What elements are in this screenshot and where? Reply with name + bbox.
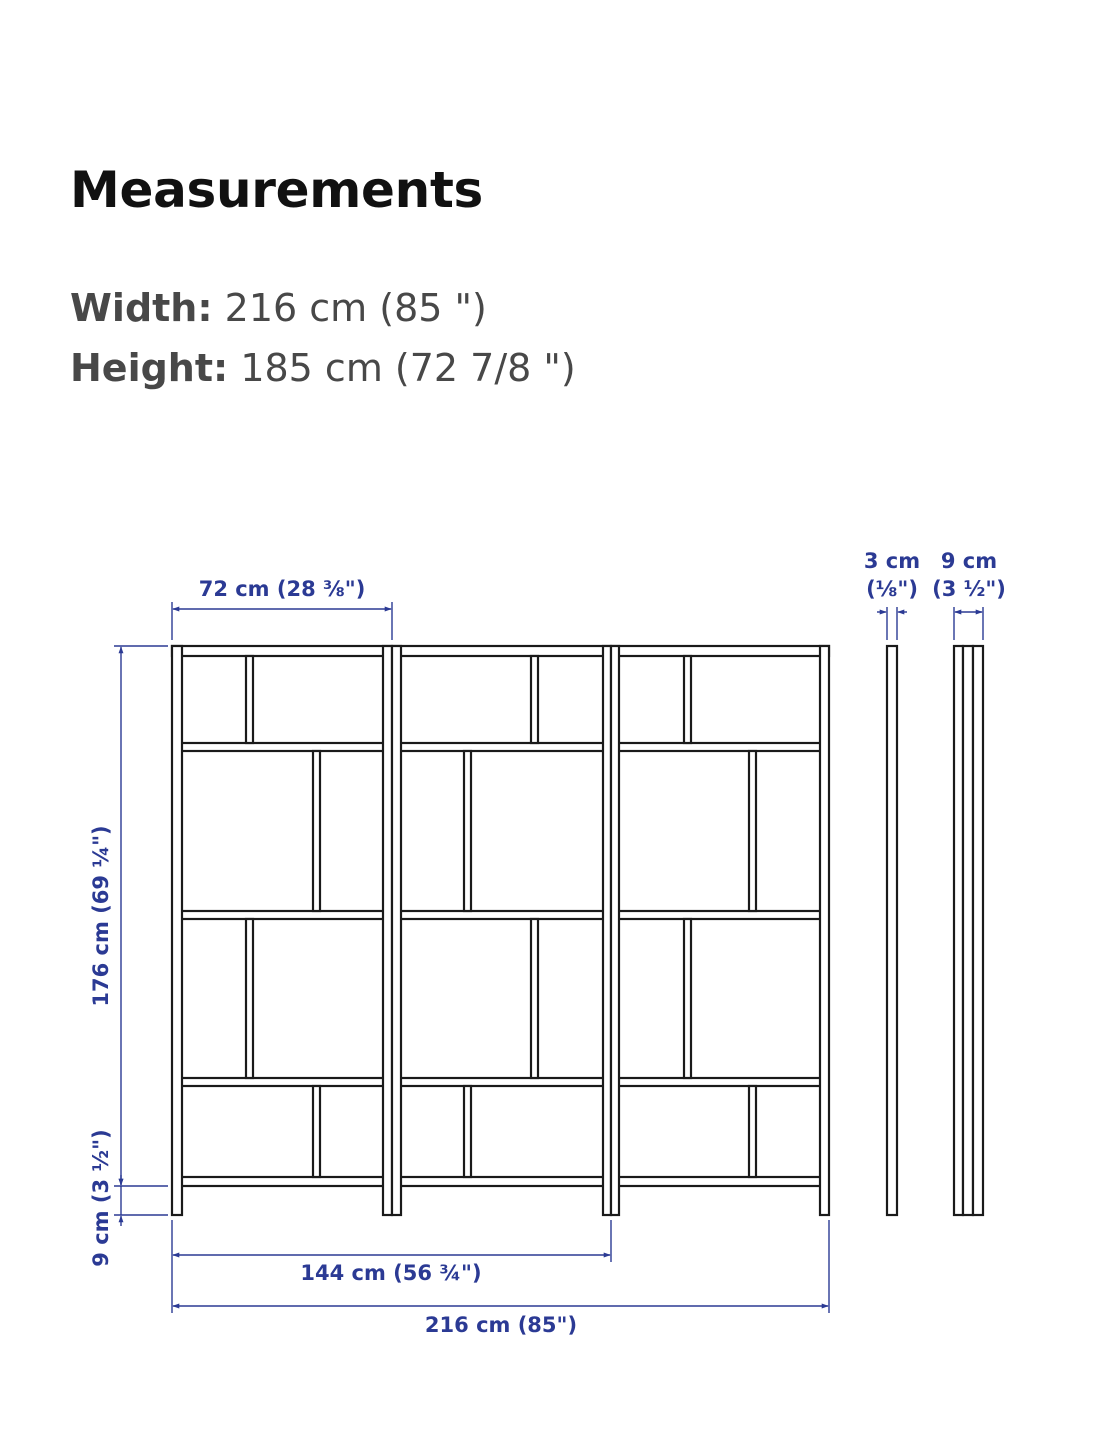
panel-depth-view (963, 646, 973, 1215)
divider (464, 1086, 471, 1177)
height-label: Height: (70, 346, 229, 390)
divider (531, 919, 538, 1078)
divider (313, 751, 320, 911)
divider (749, 1086, 756, 1177)
divider (749, 751, 756, 911)
width-value: 216 cm (85 ") (224, 286, 487, 330)
divider (464, 751, 471, 911)
middle-panel (611, 646, 619, 1215)
divider (313, 1086, 320, 1177)
width-label: Width: (70, 286, 213, 330)
panel-depth-cm-label: 9 cm (940, 549, 998, 573)
middle-panel (392, 646, 401, 1215)
side-panel (820, 646, 829, 1215)
middle-panel (383, 646, 392, 1215)
total-width-label: 216 cm (85") (424, 1313, 578, 1337)
panel-thickness-in-label: (⅛") (866, 577, 918, 601)
divider (246, 919, 253, 1078)
divider (684, 919, 691, 1078)
bottom-shelf (181, 1177, 821, 1186)
panel-depth-in-label: (3 ½") (932, 577, 1006, 601)
divider (684, 656, 691, 743)
shelf (181, 743, 821, 751)
side-views (887, 646, 983, 1215)
height-value: 185 cm (72 7/8 ") (240, 346, 576, 390)
divider (246, 656, 253, 743)
dimension-lines (114, 602, 983, 1313)
panel-depth-view (954, 646, 963, 1215)
section-width-label: 72 cm (28 ⅜") (198, 577, 366, 601)
two-section-width-label: 144 cm (56 ¾") (300, 1261, 482, 1285)
page-title: Measurements (70, 161, 484, 219)
panel-thickness-cm-label: 3 cm (863, 549, 921, 573)
top-rail (172, 646, 829, 656)
middle-panel (603, 646, 611, 1215)
shelf (181, 911, 821, 919)
shelf (181, 1078, 821, 1086)
shelf-unit-drawing (172, 646, 829, 1215)
inner-height-label: 176 cm (69 ¼") (89, 825, 113, 1007)
panel-thickness-view (887, 646, 897, 1215)
plinth-height-label: 9 cm (3 ½") (89, 1129, 113, 1267)
divider (531, 656, 538, 743)
side-panel (172, 646, 182, 1215)
panel-depth-view (973, 646, 983, 1215)
